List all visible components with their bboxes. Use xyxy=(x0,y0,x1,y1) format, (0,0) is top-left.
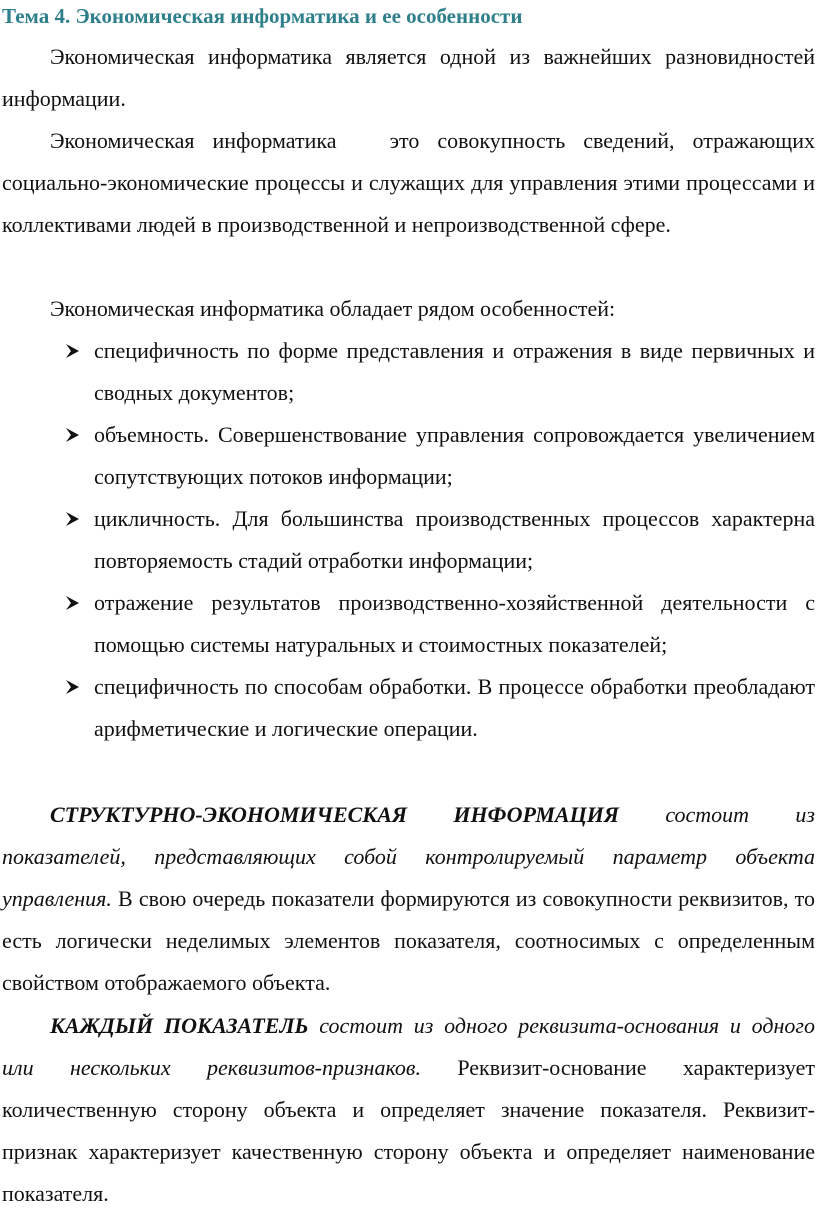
page-title: Тема 4. Экономическая информатика и ее особенности xyxy=(2,4,523,28)
arrowhead-bullet-icon xyxy=(64,330,82,372)
list-item-text: объемность. Совершенствование управления сопровождается увеличением сопутствующих потоков информации; xyxy=(94,422,815,489)
list-item xyxy=(0,666,815,750)
list-item-text: специфичность по способам обработки. В процессе обработки преобладают арифметические и логические операции. xyxy=(94,674,815,741)
text-structural-info: В свою очередь показатели формируются из совокупности реквизитов, то есть логически неделимых элементов показателя, соотносимых с определенным свойством отображаемого объекта. xyxy=(2,886,815,995)
arrowhead-bullet-icon xyxy=(64,582,82,624)
paragraph-structural-info xyxy=(2,794,815,1004)
list-item-text: цикличность. Для большинства производственных процессов характерна повторяемость стадий отработки информации; xyxy=(94,506,815,573)
term-indicator: КАЖДЫЙ ПОКАЗАТЕЛЬ xyxy=(50,1013,309,1038)
list-item xyxy=(0,582,815,666)
features-list xyxy=(0,330,816,750)
arrowhead-bullet-icon xyxy=(64,498,82,540)
list-item xyxy=(0,498,815,582)
paragraph-intro: Экономическая информатика является одной из важнейших разновидностей информации. xyxy=(2,44,815,111)
list-item xyxy=(0,330,815,414)
paragraph-features-lead: Экономическая информатика обладает рядом особенностей: xyxy=(50,296,616,321)
text-indicator: Реквизит-основание характеризует количественную сторону объекта и определяет значение показателя. Реквизит-признак характеризует качественную сторону объекта и определяет наименование показателя. xyxy=(2,1055,815,1206)
paragraph-definition: Экономическая информатика это совокупность сведений, отражающих социально-экономические процессы и служащих для управления этими процессами и коллективами людей в производственной и непроизводственной сфере. xyxy=(2,128,815,237)
term-structural-info: СТРУКТУРНО-ЭКОНОМИЧЕСКАЯ ИНФОРМАЦИЯ xyxy=(50,802,619,827)
list-item xyxy=(0,414,815,498)
definition-structural-info: состоит из показателей, представляющих собой контролируемый параметр объекта управления. xyxy=(2,802,815,911)
arrowhead-bullet-icon xyxy=(64,666,82,708)
definition-indicator: состоит из одного реквизита-основания и одного или нескольких реквизитов-признаков. xyxy=(2,1013,815,1080)
paragraph-indicator xyxy=(2,1005,815,1215)
list-item-text: отражение результатов производственно-хозяйственной деятельности с помощью системы натуральных и стоимостных показателей; xyxy=(94,590,815,657)
list-item-text: специфичность по форме представления и отражения в виде первичных и сводных документов; xyxy=(94,338,815,405)
arrowhead-bullet-icon xyxy=(64,414,82,456)
